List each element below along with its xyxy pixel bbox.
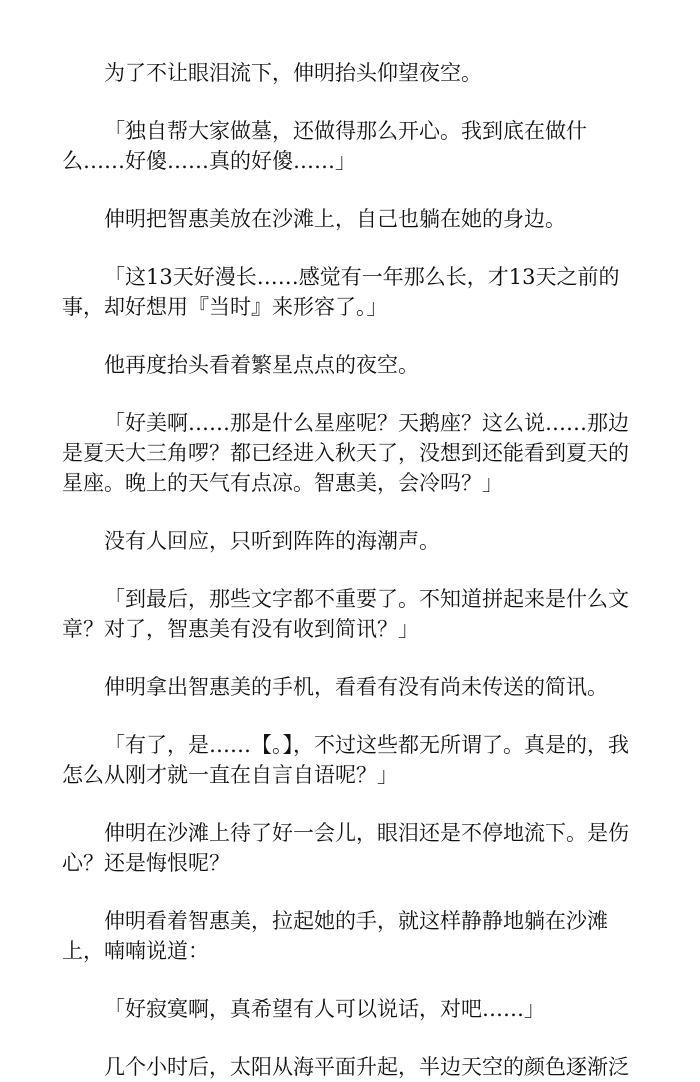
paragraph: 没有人回应，只听到阵阵的海潮声。 [104, 529, 440, 553]
paragraph: 「好寂寞啊，真希望有人可以说话，对吧……」 [104, 997, 545, 1021]
paragraph: 「独自帮大家做墓，还做得那么开心。我到底在做什么……好傻……真的好傻……」 [62, 119, 587, 173]
paragraph: 「这13天好漫长……感觉有一年那么长，才13天之前的事，却好想用『当时』来形容了。」 [62, 265, 620, 319]
paragraph: 「有了，是……【。】，不过这些都无所谓了。真是的，我怎么从刚才就一直在自言自语呢？」 [62, 733, 629, 787]
paragraph: 「好美啊……那是什么星座呢？天鹅座？这么说……那边是夏天大三角啰？都已经进入秋天了，没想到还能看到夏天的星座。晚上的天气有点凉。智惠美，会冷吗？」 [62, 411, 629, 495]
paragraph: 伸明拿出智惠美的手机，看看有没有尚未传送的简讯。 [104, 675, 608, 699]
paragraph: 几个小时后，太阳从海平面升起，半边天空的颜色逐渐泛 [104, 1055, 629, 1079]
paragraph: 「到最后，那些文字都不重要了。不知道拼起来是什么文章？对了，智惠美有没有收到简讯？」 [62, 587, 629, 641]
paragraph: 伸明看着智惠美，拉起她的手，就这样静静地躺在沙滩上，喃喃说道： [62, 909, 608, 963]
paragraph: 伸明在沙滩上待了好一会儿，眼泪还是不停地流下。是伤心？还是悔恨呢？ [62, 821, 629, 875]
paragraph: 他再度抬头看着繁星点点的夜空。 [104, 353, 419, 377]
paragraph: 伸明把智惠美放在沙滩上，自己也躺在她的身边。 [104, 207, 566, 231]
paragraph: 为了不让眼泪流下，伸明抬头仰望夜空。 [104, 61, 482, 85]
